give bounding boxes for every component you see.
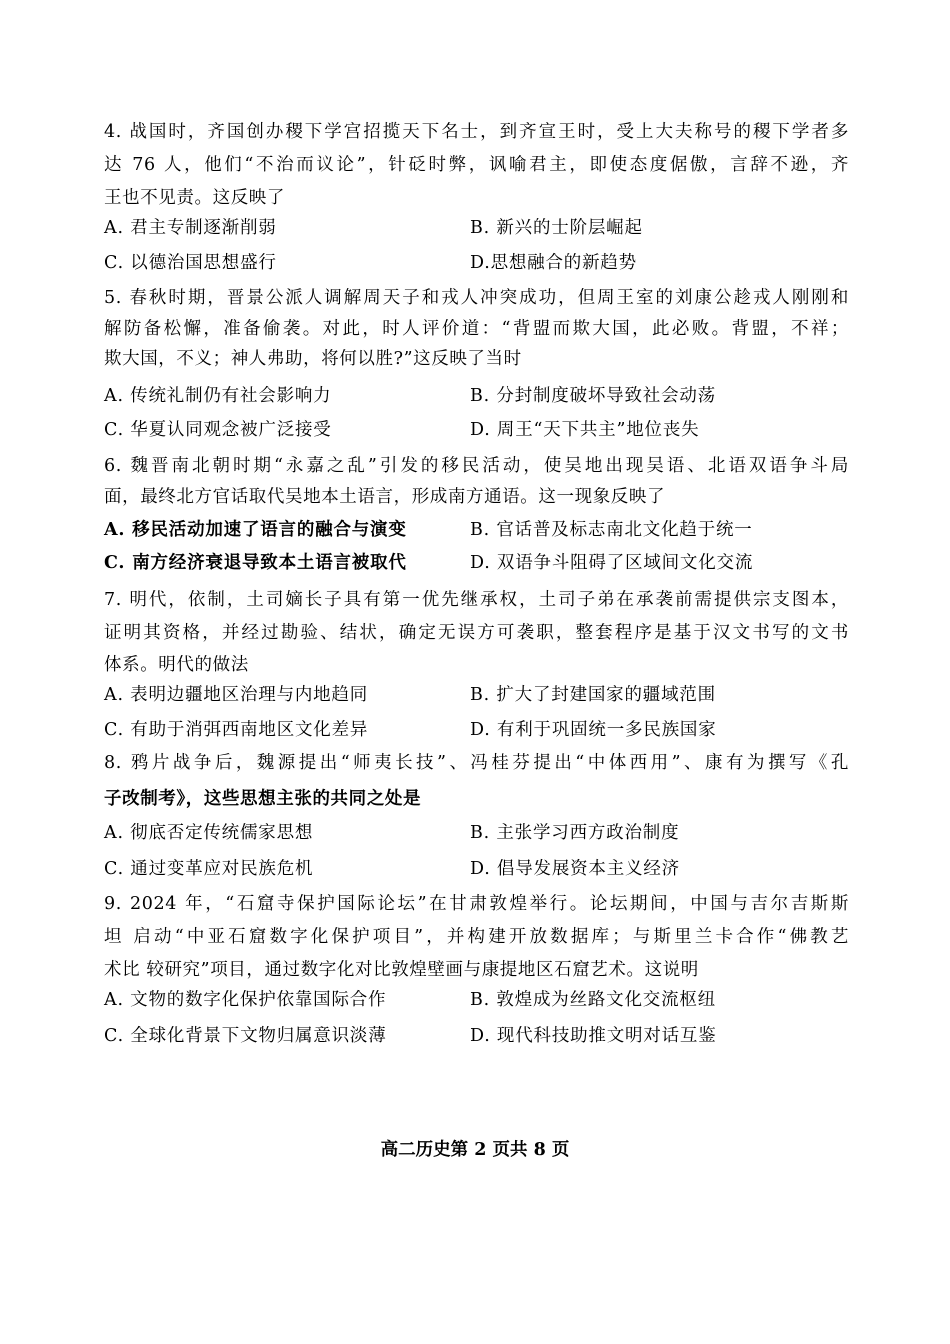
option-b: B. 新兴的士阶层崛起: [470, 218, 643, 238]
option-c: C. 有助于消弭西南地区文化差异: [104, 720, 369, 740]
question-stem-line: 7. 明代，依制，土司嫡长子具有第一优先继承权，土司子弟在承袭前需提供宗支图本，: [104, 590, 849, 610]
question-stem-line: 6. 魏晋南北朝时期“永嘉之乱”引发的移民活动，使吴地出现吴语、北语双语争斗局: [104, 456, 849, 476]
option-d: D. 倡导发展资本主义经济: [470, 859, 680, 879]
option-d: D. 现代科技助推文明对话互鉴: [470, 1026, 717, 1046]
option-a: A. 表明边疆地区治理与内地趋同: [104, 685, 369, 705]
option-b: B. 敦煌成为丝路文化交流枢纽: [470, 990, 716, 1010]
option-b: B. 主张学习西方政治制度: [470, 823, 680, 843]
option-b: B. 扩大了封建国家的疆域范围: [470, 685, 716, 705]
option-d: D. 双语争斗阻碍了区域间文化交流: [470, 553, 754, 573]
option-a: A. 文物的数字化保护依靠国际合作: [104, 990, 387, 1010]
option-c: C. 全球化背景下文物归属意识淡薄: [104, 1026, 387, 1046]
option-a: A. 彻底否定传统儒家思想: [104, 823, 314, 843]
question-stem-line: 坦 启动“中亚石窟数字化保护项目”，并构建开放数据库；与斯里兰卡合作“佛教艺: [104, 927, 849, 947]
question-stem-line: 子改制考》，这些思想主张的共同之处是: [104, 789, 422, 809]
question-stem-line: 欺大国，不义；神人弗助，将何以胜?”这反映了当时: [104, 349, 522, 369]
question-stem-line: 术比 较研究”项目，通过数字化对比敦煌壁画与康提地区石窟艺术。这说明: [104, 960, 699, 980]
question-stem-line: 面，最终北方官话取代吴地本土语言，形成南方通语。这一现象反映了: [104, 487, 666, 507]
option-a: A. 君主专制逐渐削弱: [104, 218, 277, 238]
option-c: C. 通过变革应对民族危机: [104, 859, 314, 879]
option-c: C. 南方经济衰退导致本土语言被取代: [104, 553, 407, 573]
option-b: B. 官话普及标志南北文化趋于统一: [470, 520, 753, 540]
page-footer: 高二历史第 2 页共 8 页: [380, 1140, 570, 1160]
question-stem-line: 4. 战国时，齐国创办稷下学宫招揽天下名士，到齐宣王时，受上大夫称号的稷下学者多: [104, 122, 849, 142]
option-d: D. 有利于巩固统一多民族国家: [470, 720, 717, 740]
question-stem-line: 8. 鸦片战争后，魏源提出“师夷长技”、冯桂芬提出“中体西用”、康有为撰写《孔: [104, 753, 849, 773]
option-a: A. 传统礼制仍有社会影响力: [104, 386, 332, 406]
question-stem-line: 9. 2024 年，“石窟寺保护国际论坛”在甘肃敦煌举行。论坛期间，中国与吉尔吉斯斯: [104, 894, 849, 914]
question-stem-line: 体系。明代的做法: [104, 655, 249, 675]
question-stem-line: 解防备松懈，准备偷袭。对此，时人评价道：“背盟而欺大国，此必败。背盟，不祥；: [104, 319, 849, 339]
question-stem-line: 达 76 人，他们“不治而议论”，针砭时弊，讽喻君主，即使态度倨傲，言辞不逊，齐: [104, 155, 849, 175]
option-c: C. 以德治国思想盛行: [104, 253, 277, 273]
option-d: D. 周王“天下共主”地位丧失: [470, 420, 700, 440]
question-stem-line: 证明其资格，并经过勘验、结状，确定无误方可袭职，整套程序是基于汉文书写的文书: [104, 623, 849, 643]
option-c: C. 华夏认同观念被广泛接受: [104, 420, 332, 440]
option-d: D.思想融合的新趋势: [470, 253, 637, 273]
question-stem-line: 5. 春秋时期，晋景公派人调解周天子和戎人冲突成功，但周王室的刘康公趁戎人刚刚和: [104, 288, 849, 308]
option-b: B. 分封制度破坏导致社会动荡: [470, 386, 716, 406]
option-a: A. 移民活动加速了语言的融合与演变: [104, 520, 407, 540]
question-stem-line: 王也不见责。这反映了: [104, 188, 285, 208]
